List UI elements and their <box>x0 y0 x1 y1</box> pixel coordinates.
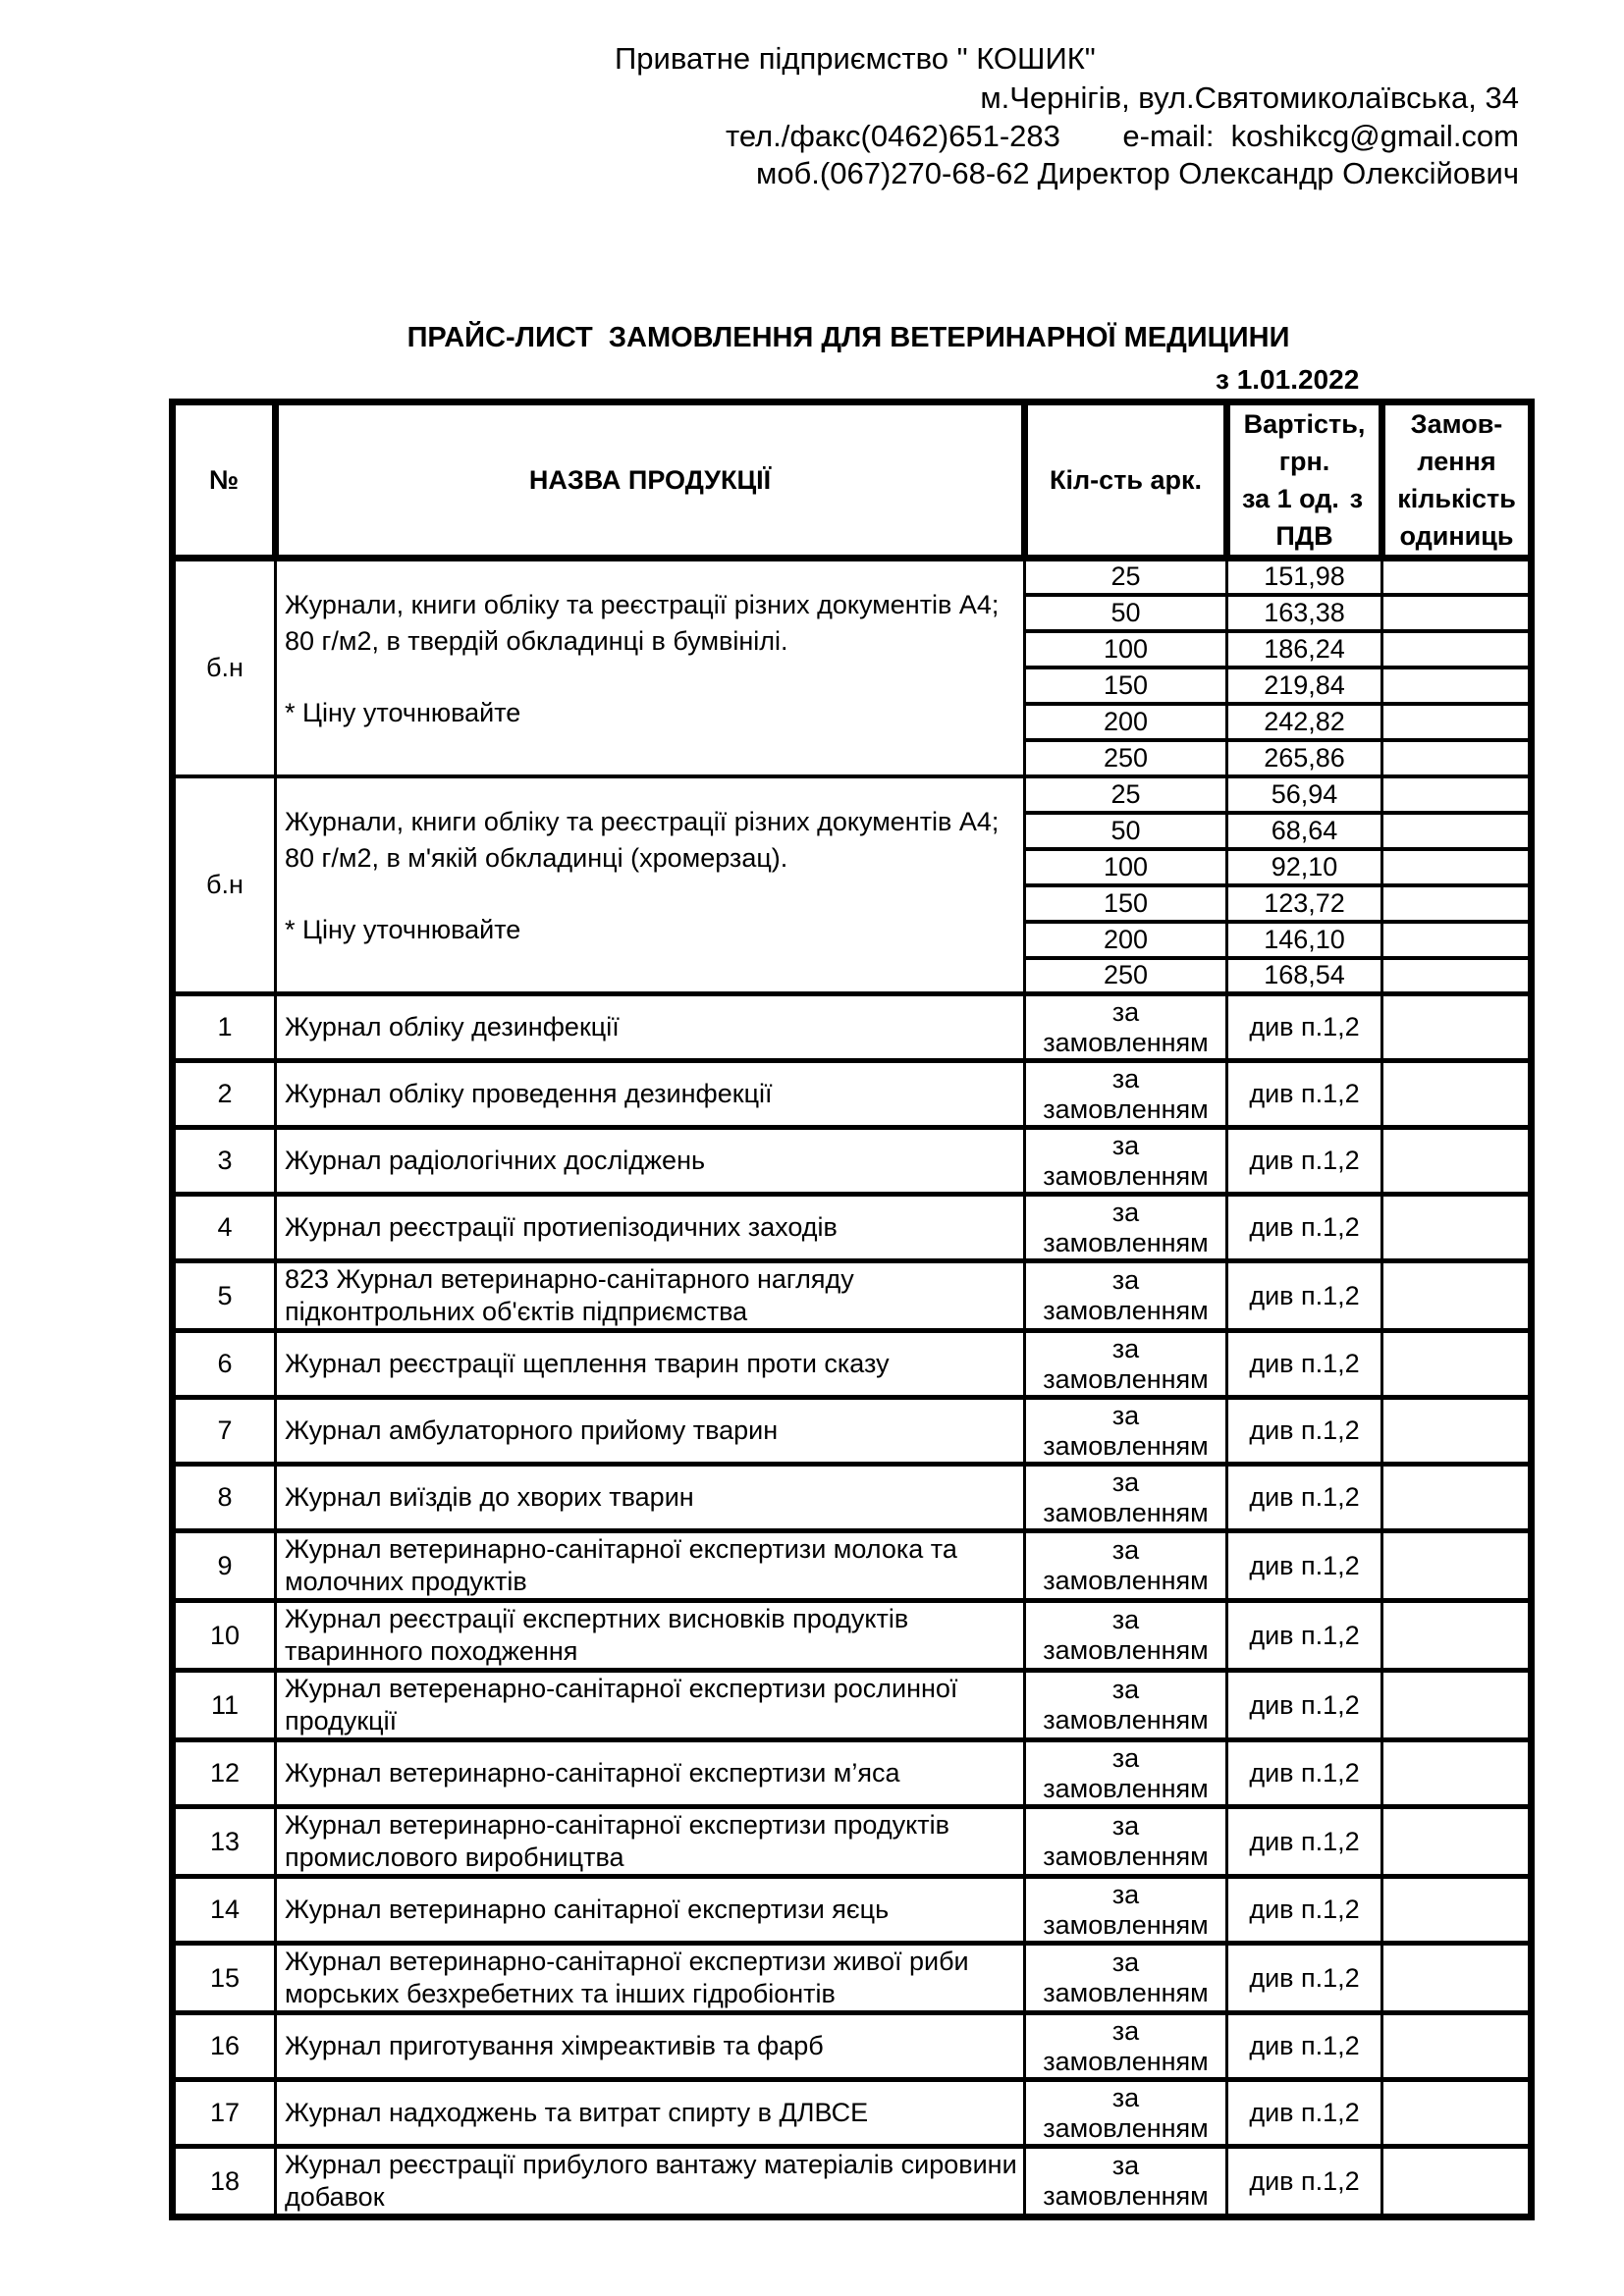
price-ref-cell: див п.1,2 <box>1227 1601 1382 1671</box>
price-ref-cell: див п.1,2 <box>1227 1195 1382 1261</box>
price-ref-cell: див п.1,2 <box>1227 1671 1382 1740</box>
tier-qty-cell: 100 <box>1025 849 1227 885</box>
row-number-cell: 8 <box>173 1465 276 1531</box>
header-name: НАЗВА ПРОДУКЦІЇ <box>276 402 1025 559</box>
price-ref-cell: див п.1,2 <box>1227 1061 1382 1128</box>
product-row <box>173 1877 1532 1944</box>
price-ref-cell: див п.1,2 <box>1227 1331 1382 1398</box>
qty-cell: за замовленням <box>1025 1331 1227 1398</box>
block-number-cell: б.н <box>173 559 276 776</box>
order-qty-cell <box>1382 1601 1532 1671</box>
tier-qty-cell: 25 <box>1025 559 1227 595</box>
product-name-cell: Журнал ветеринарно-санітарної експертизи продуктів промислового виробництва <box>276 1807 1025 1877</box>
company-name: Приватне підприємство " КОШИК" <box>615 41 1096 76</box>
block-description-text: Журнали, книги обліку та реєстрації різних документів А4; 80 г/м2, в м'якій обкладинці (хромерзац). <box>285 806 1000 873</box>
order-qty-cell <box>1382 1807 1532 1877</box>
row-number-cell: 3 <box>173 1128 276 1195</box>
order-qty-cell <box>1382 2013 1532 2080</box>
product-name-cell: Журнал реєстрації експертних висновків продуктів тваринного походження <box>276 1601 1025 1671</box>
product-row <box>173 2147 1532 2217</box>
tier-qty-cell: 25 <box>1025 776 1227 813</box>
row-number-cell: 15 <box>173 1944 276 2013</box>
tier-qty-cell: 150 <box>1025 667 1227 704</box>
table-header <box>173 402 1532 559</box>
header-price-line4: ПДВ <box>1275 521 1333 551</box>
header-order-line4: одиниць <box>1399 521 1514 551</box>
company-director: Директор Олександр Олексійович <box>1037 156 1519 190</box>
tier-order-cell <box>1382 885 1532 922</box>
block-description-cell <box>276 776 1025 994</box>
product-name-cell: Журнал амбулаторного прийому тварин <box>276 1398 1025 1465</box>
tier-price-cell: 265,86 <box>1227 740 1382 776</box>
order-qty-cell <box>1382 1398 1532 1465</box>
price-ref-cell: див п.1,2 <box>1227 1531 1382 1601</box>
row-number-cell: 10 <box>173 1601 276 1671</box>
tier-qty-cell: 200 <box>1025 922 1227 958</box>
block-number-cell: б.н <box>173 776 276 994</box>
tier-qty-cell: 250 <box>1025 740 1227 776</box>
company-mobile: моб.(067)270-68-62 <box>756 156 1030 190</box>
tier-order-cell <box>1382 776 1532 813</box>
order-qty-cell <box>1382 1128 1532 1195</box>
product-name-cell: Журнал обліку дезинфекції <box>276 994 1025 1061</box>
order-qty-cell <box>1382 2080 1532 2147</box>
company-email: e-mail: koshikcg@gmail.com <box>1122 119 1519 153</box>
header-order-line3: кількість <box>1397 484 1516 513</box>
company-phone-fax: тел./факс(0462)651-283 <box>726 119 1060 153</box>
header-price-line1: Вартість, <box>1243 409 1366 439</box>
tier-order-cell <box>1382 922 1532 958</box>
tier-qty-cell: 50 <box>1025 813 1227 849</box>
header-price-line3-left: за 1 од. <box>1242 484 1339 513</box>
price-ref-cell: див п.1,2 <box>1227 1465 1382 1531</box>
qty-cell: за замовленням <box>1025 1061 1227 1128</box>
product-row <box>173 2013 1532 2080</box>
tier-qty-cell: 100 <box>1025 631 1227 667</box>
tier-order-cell <box>1382 631 1532 667</box>
order-qty-cell <box>1382 1740 1532 1807</box>
qty-cell: за замовленням <box>1025 1261 1227 1331</box>
tier-order-cell <box>1382 595 1532 631</box>
order-qty-cell <box>1382 1061 1532 1128</box>
product-row <box>173 1807 1532 1877</box>
tier-qty-cell: 250 <box>1025 958 1227 994</box>
qty-cell: за замовленням <box>1025 1398 1227 1465</box>
header-order-line1: Замов- <box>1410 409 1503 439</box>
tier-qty-cell: 50 <box>1025 595 1227 631</box>
price-ref-cell: див п.1,2 <box>1227 1261 1382 1331</box>
table-header-row <box>173 402 1532 559</box>
qty-cell: за замовленням <box>1025 1807 1227 1877</box>
qty-cell: за замовленням <box>1025 1944 1227 2013</box>
row-number-cell: 7 <box>173 1398 276 1465</box>
product-row <box>173 1261 1532 1331</box>
product-row <box>173 1195 1532 1261</box>
order-qty-cell <box>1382 1877 1532 1944</box>
row-number-cell: 17 <box>173 2080 276 2147</box>
table-body <box>173 559 1532 2217</box>
price-ref-cell: див п.1,2 <box>1227 1944 1382 2013</box>
price-ref-cell: див п.1,2 <box>1227 1128 1382 1195</box>
product-name-cell: Журнал приготування хімреактивів та фарб <box>276 2013 1025 2080</box>
row-number-cell: 5 <box>173 1261 276 1331</box>
qty-cell: за замовленням <box>1025 1601 1227 1671</box>
qty-cell: за замовленням <box>1025 1195 1227 1261</box>
price-ref-cell: див п.1,2 <box>1227 1807 1382 1877</box>
product-row <box>173 1331 1532 1398</box>
price-note: * Ціну уточнювайте <box>285 698 521 727</box>
product-name-cell: Журнал обліку проведення дезинфекції <box>276 1061 1025 1128</box>
tier-order-cell <box>1382 740 1532 776</box>
tier-order-cell <box>1382 813 1532 849</box>
row-number-cell: 6 <box>173 1331 276 1398</box>
product-name-cell: Журнал ветеренарно-санітарної експертизи рослинної продукції <box>276 1671 1025 1740</box>
product-name-cell: Журнал ветеринарно-санітарної експертизи живої риби морських безхребетних та інших гідробіонтів <box>276 1944 1025 2013</box>
order-qty-cell <box>1382 994 1532 1061</box>
tier-price-cell: 219,84 <box>1227 667 1382 704</box>
tier-price-cell: 242,82 <box>1227 704 1382 740</box>
order-qty-cell <box>1382 1195 1532 1261</box>
product-row <box>173 2080 1532 2147</box>
price-list-table <box>169 399 1535 2220</box>
company-address: м.Чернігів, вул.Святомиколаївська, 34 <box>980 80 1519 115</box>
header-price-line3-right: з <box>1349 484 1363 513</box>
header-qty: Кіл-сть арк. <box>1025 402 1227 559</box>
product-name-cell: Журнал реєстрації щеплення тварин проти сказу <box>276 1331 1025 1398</box>
tier-price-cell: 163,38 <box>1227 595 1382 631</box>
order-qty-cell <box>1382 1331 1532 1398</box>
price-ref-cell: див п.1,2 <box>1227 1877 1382 1944</box>
tier-qty-cell: 150 <box>1025 885 1227 922</box>
row-number-cell: 4 <box>173 1195 276 1261</box>
price-ref-cell: див п.1,2 <box>1227 2147 1382 2217</box>
qty-cell: за замовленням <box>1025 1465 1227 1531</box>
order-qty-cell <box>1382 1465 1532 1531</box>
price-ref-cell: див п.1,2 <box>1227 1740 1382 1807</box>
product-row <box>173 1128 1532 1195</box>
qty-cell: за замовленням <box>1025 994 1227 1061</box>
product-name-cell: Журнал ветеринарно санітарної експертизи яєць <box>276 1877 1025 1944</box>
product-row <box>173 1740 1532 1807</box>
effective-date: з 1.01.2022 <box>1216 364 1360 395</box>
order-qty-cell <box>1382 2147 1532 2217</box>
product-name-cell: Журнал радіологічних досліджень <box>276 1128 1025 1195</box>
order-qty-cell <box>1382 1671 1532 1740</box>
product-row <box>173 1465 1532 1531</box>
tier-price-cell: 151,98 <box>1227 559 1382 595</box>
row-number-cell: 14 <box>173 1877 276 1944</box>
qty-cell: за замовленням <box>1025 1671 1227 1740</box>
product-name-cell: Журнал реєстрації прибулого вантажу матеріалів сировини добавок <box>276 2147 1025 2217</box>
product-name-cell: Журнал ветеринарно-санітарної експертизи молока та молочних продуктів <box>276 1531 1025 1601</box>
order-qty-cell <box>1382 1944 1532 2013</box>
tier-price-cell: 123,72 <box>1227 885 1382 922</box>
qty-cell: за замовленням <box>1025 1128 1227 1195</box>
order-qty-cell <box>1382 1261 1532 1331</box>
price-ref-cell: див п.1,2 <box>1227 1398 1382 1465</box>
tier-price-cell: 146,10 <box>1227 922 1382 958</box>
order-qty-cell <box>1382 1531 1532 1601</box>
product-name-cell: Журнал ветеринарно-санітарної експертизи м’яса <box>276 1740 1025 1807</box>
price-ref-cell: див п.1,2 <box>1227 2013 1382 2080</box>
row-number-cell: 11 <box>173 1671 276 1740</box>
product-row <box>173 1671 1532 1740</box>
tier-order-cell <box>1382 704 1532 740</box>
tier-order-cell <box>1382 849 1532 885</box>
tier-price-cell: 92,10 <box>1227 849 1382 885</box>
tier-price-cell: 68,64 <box>1227 813 1382 849</box>
header-price <box>1227 402 1382 559</box>
product-row <box>173 1944 1532 2013</box>
price-ref-cell: див п.1,2 <box>1227 994 1382 1061</box>
tier-price-cell: 168,54 <box>1227 958 1382 994</box>
row-number-cell: 9 <box>173 1531 276 1601</box>
qty-cell: за замовленням <box>1025 2147 1227 2217</box>
product-row <box>173 1061 1532 1128</box>
price-tier-row <box>173 559 1532 595</box>
block-description-cell <box>276 559 1025 776</box>
product-row <box>173 1601 1532 1671</box>
header-order <box>1382 402 1532 559</box>
price-tier-row <box>173 776 1532 813</box>
tier-order-cell <box>1382 958 1532 994</box>
product-row <box>173 1531 1532 1601</box>
tier-order-cell <box>1382 667 1532 704</box>
tier-order-cell <box>1382 559 1532 595</box>
block-description-text: Журнали, книги обліку та реєстрації різних документів А4; 80 г/м2, в твердій обкладинці в бумвінілі. <box>285 590 1000 656</box>
header-num: № <box>173 402 276 559</box>
product-row <box>173 994 1532 1061</box>
tier-price-cell: 56,94 <box>1227 776 1382 813</box>
row-number-cell: 13 <box>173 1807 276 1877</box>
product-name-cell: Журнал виїздів до хворих тварин <box>276 1465 1025 1531</box>
product-row <box>173 1398 1532 1465</box>
row-number-cell: 16 <box>173 2013 276 2080</box>
row-number-cell: 1 <box>173 994 276 1061</box>
tier-price-cell: 186,24 <box>1227 631 1382 667</box>
row-number-cell: 18 <box>173 2147 276 2217</box>
row-number-cell: 12 <box>173 1740 276 1807</box>
row-number-cell: 2 <box>173 1061 276 1128</box>
price-ref-cell: див п.1,2 <box>1227 2080 1382 2147</box>
header-price-line2: грн. <box>1278 447 1330 476</box>
product-name-cell: 823 Журнал ветеринарно-санітарного нагляду підконтрольних об'єктів підприємства <box>276 1261 1025 1331</box>
product-name-cell: Журнал реєстрації протиепізодичних заходів <box>276 1195 1025 1261</box>
page-title: ПРАЙС-ЛИСТ ЗАМОВЛЕННЯ ДЛЯ ВЕТЕРИНАРНОЇ МЕДИЦИНИ <box>406 322 1290 353</box>
qty-cell: за замовленням <box>1025 2013 1227 2080</box>
qty-cell: за замовленням <box>1025 1740 1227 1807</box>
tier-qty-cell: 200 <box>1025 704 1227 740</box>
price-note: * Ціну уточнювайте <box>285 914 521 944</box>
qty-cell: за замовленням <box>1025 1877 1227 1944</box>
qty-cell: за замовленням <box>1025 1531 1227 1601</box>
product-name-cell: Журнал надходжень та витрат спирту в ДЛВСЕ <box>276 2080 1025 2147</box>
qty-cell: за замовленням <box>1025 2080 1227 2147</box>
header-order-line2: лення <box>1417 447 1496 476</box>
